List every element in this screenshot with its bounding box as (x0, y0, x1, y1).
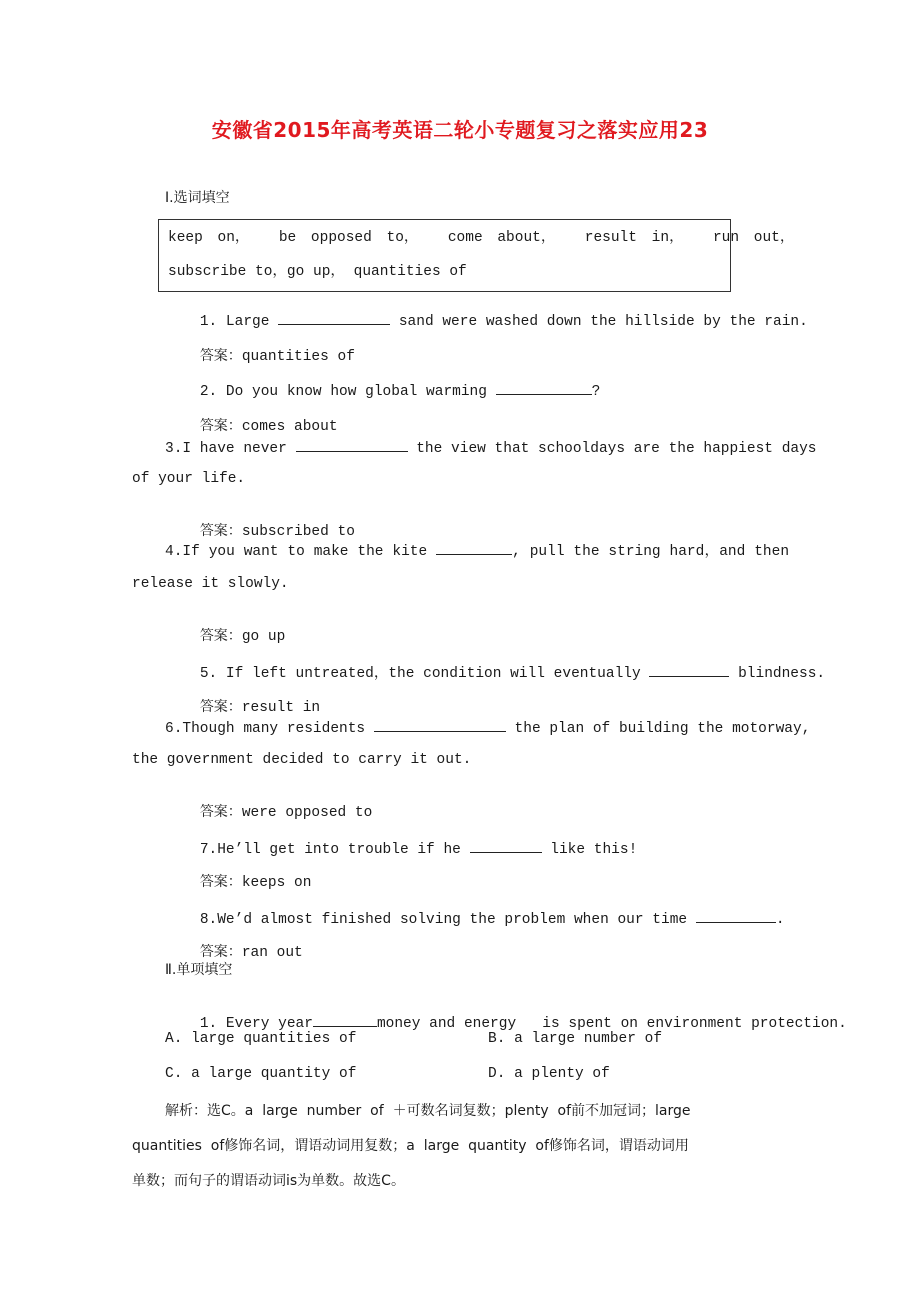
section-1-heading: Ⅰ.选词填空 (165, 190, 230, 206)
answer-blank (436, 540, 512, 555)
option-a: A. large quantities of (165, 1031, 357, 1047)
page-title: 安徽省2015年高考英语二轮小专题复习之落实应用23 (211, 118, 709, 142)
analysis-line-1: 解析：选C。a large number of ＋可数名词复数；plenty of前不加冠词；large (165, 1103, 691, 1119)
word-box (158, 219, 795, 292)
question-6: 6.Though many residents the plan of building the motorway, (165, 717, 789, 737)
word-box-line-2: subscribe to，go up， quantities of (168, 264, 467, 280)
option-d: D. a plenty of (488, 1066, 610, 1082)
question-5: 5. If left untreated，the condition will eventually blindness. (165, 645, 825, 698)
answer-3: 答案：subscribed to (199, 523, 355, 540)
answer-7: 答案：keeps on (199, 874, 312, 891)
answer-1: 答案：quantities of (199, 348, 355, 365)
answer-4: 答案：go up (199, 628, 286, 645)
question-7: 7.He’ll get into trouble if he like this! (165, 822, 637, 874)
answer-blank (649, 662, 729, 677)
word-box-line-1: keep on， be opposed to， come about， result in， run out， (168, 230, 795, 246)
answer-8: 答案：ran out (199, 944, 303, 961)
question-8: 8.We’d almost finished solving the problem when our time . (165, 892, 785, 944)
answer-blank (313, 1012, 377, 1027)
answer-6: 答案：were opposed to (199, 804, 373, 821)
section-2-heading: Ⅱ.单项填空 (165, 962, 233, 978)
question-4: 4.If you want to make the kite , pull the string hard，and then (165, 539, 789, 560)
question-4-continued: release it slowly. (132, 576, 289, 592)
option-c: C. a large quantity of (165, 1066, 357, 1082)
answer-blank (496, 380, 592, 395)
answer-2: 答案：comes about (199, 418, 338, 435)
question-6-continued: the government decided to carry it out. (132, 752, 472, 768)
answer-blank (470, 838, 542, 853)
answer-blank (696, 908, 776, 923)
question-2: 2. Do you know how global warming ? (165, 364, 600, 416)
answer-5: 答案：result in (199, 699, 321, 716)
mc-question-1: 1. Every year money and energy is spent on environment protection. (165, 996, 847, 1048)
option-b: B. a large number of (488, 1031, 663, 1047)
question-3-continued: of your life. (132, 471, 246, 487)
answer-blank (296, 437, 408, 452)
answer-blank (374, 717, 506, 732)
analysis-line-2: quantities of修饰名词，谓语动词用复数；a large quantity of修饰名词，谓语动词用 (132, 1138, 689, 1154)
analysis-line-3: 单数；而句子的谓语动词is为单数。故选C。 (132, 1173, 405, 1189)
question-1: 1. Large sand were washed down the hillside by the rain. (165, 294, 808, 346)
answer-blank (278, 310, 390, 325)
question-3: 3.I have never the view that schooldays are the happiest days (165, 437, 789, 457)
